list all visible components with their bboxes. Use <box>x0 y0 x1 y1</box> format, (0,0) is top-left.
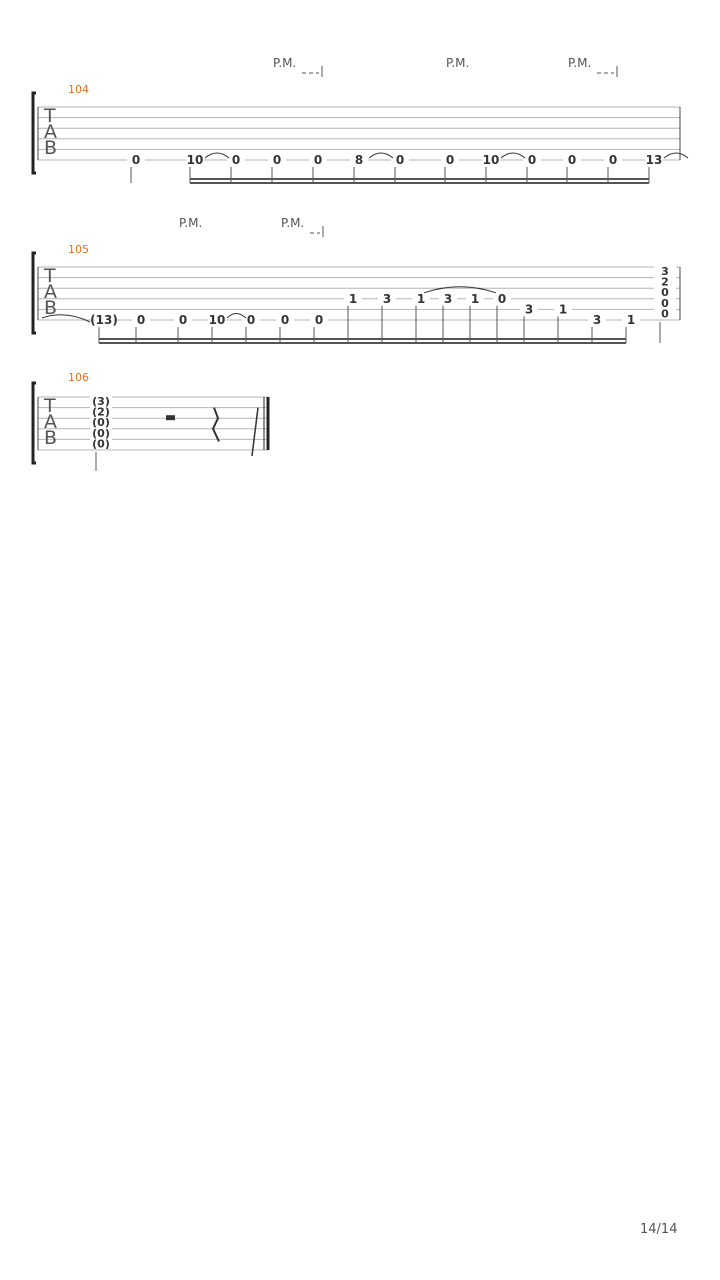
chord-fret: 0 <box>661 307 669 321</box>
tab-clef-letter: T <box>44 265 56 287</box>
system-bracket <box>33 253 36 333</box>
fret-number: 10 <box>482 153 500 167</box>
fret-number: 0 <box>527 153 537 167</box>
fret-number: 0 <box>178 313 188 327</box>
fret-number: 3 <box>592 313 602 327</box>
fret-number: 0 <box>272 153 282 167</box>
palm-mute-label: P.M. <box>568 56 592 70</box>
tab-clef-letter: A <box>44 121 57 143</box>
system-bracket <box>33 383 36 463</box>
measure-number: 106 <box>68 371 89 384</box>
tab-clef-letter: B <box>44 297 58 319</box>
fret-number: 10 <box>186 153 204 167</box>
fret-number: (13) <box>90 313 118 327</box>
palm-mute-label: P.M. <box>446 56 470 70</box>
fret-number: 0 <box>314 313 324 327</box>
palm-mute-label: P.M. <box>281 216 305 230</box>
fret-number: 1 <box>348 291 358 306</box>
chord-fret: (0) <box>92 437 110 451</box>
system-bracket <box>33 93 36 173</box>
fret-number: 8 <box>354 153 364 167</box>
measure-number: 104 <box>68 83 89 96</box>
fret-number: 0 <box>608 153 618 167</box>
fret-number: 3 <box>524 302 534 317</box>
fret-number: 1 <box>626 313 636 327</box>
sixteenth-rest <box>252 408 258 456</box>
fret-number: 0 <box>395 153 405 167</box>
tie-arc <box>501 153 525 158</box>
tab-clef-letter: B <box>44 137 58 159</box>
tie-arc <box>369 153 393 158</box>
chord-fret: (0) <box>92 416 110 430</box>
measure-number: 105 <box>68 243 89 256</box>
tie-arc <box>205 153 229 158</box>
tie-arc <box>664 153 688 158</box>
chord-fret: (3) <box>92 395 110 408</box>
fret-number: 13 <box>645 153 663 167</box>
fret-number: 0 <box>567 153 577 167</box>
fret-number: 3 <box>443 291 453 306</box>
fret-number: 1 <box>416 291 426 306</box>
tab-clef-letter: B <box>44 427 58 449</box>
fret-number: 10 <box>208 313 226 327</box>
fret-number: 0 <box>280 313 290 327</box>
quarter-rest <box>213 408 219 442</box>
fret-number: 0 <box>313 153 323 167</box>
fret-number: 3 <box>382 291 392 306</box>
fret-number: 0 <box>246 313 256 327</box>
fret-number: 0 <box>445 153 455 167</box>
chord-fret: 0 <box>661 296 669 310</box>
chord-fret: 0 <box>661 286 669 300</box>
fret-number: 0 <box>136 313 146 327</box>
page-number: 14/14 <box>640 1222 678 1237</box>
fret-number: 1 <box>470 291 480 306</box>
tab-clef-letter: T <box>44 395 56 417</box>
chord-fret: 2 <box>661 275 669 289</box>
fret-number: 0 <box>131 153 141 167</box>
chord-fret: 3 <box>661 265 669 278</box>
palm-mute-label: P.M. <box>273 56 297 70</box>
fret-number: 0 <box>231 153 241 167</box>
palm-mute-label: P.M. <box>179 216 203 230</box>
half-rest <box>166 415 175 420</box>
fret-number: 1 <box>558 302 568 317</box>
chord-fret: (0) <box>92 426 110 440</box>
slur-arc <box>424 287 496 293</box>
tab-clef-letter: A <box>44 411 57 433</box>
fret-number: 0 <box>497 291 507 306</box>
chord-fret: (2) <box>92 405 110 419</box>
tab-clef-letter: T <box>44 105 56 127</box>
tab-clef-letter: A <box>44 281 57 303</box>
